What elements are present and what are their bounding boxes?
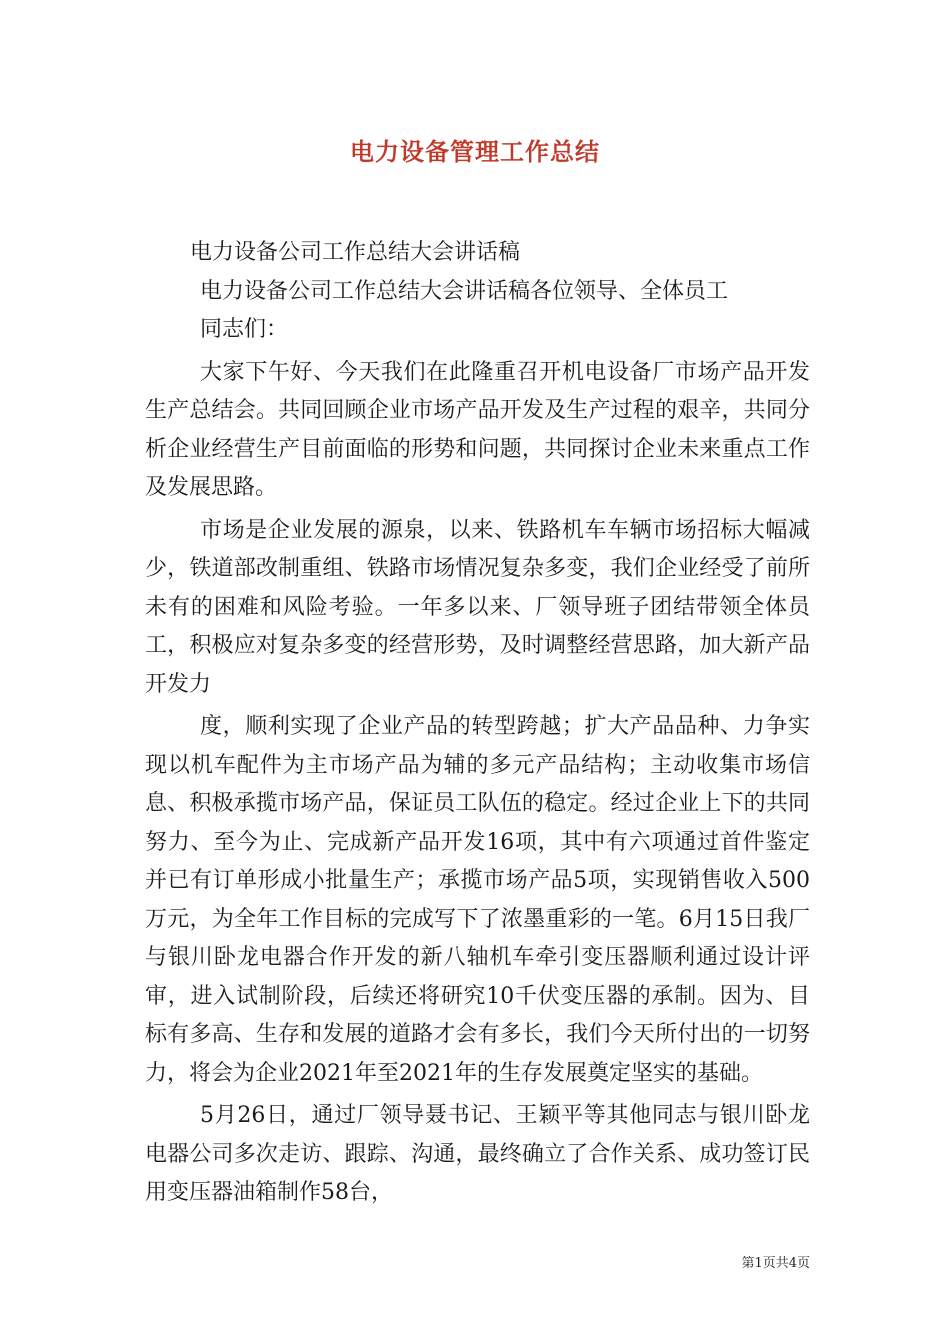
salutation-line: 电力设备公司工作总结大会讲话稿各位领导、全体员工 (200, 278, 729, 304)
document-title: 电力设备管理工作总结 (350, 137, 600, 166)
paragraph: 5月26日，通过厂领导聂书记、王颖平等其他同志与银川卧龙电器公司多次走访、跟踪、沟通，最终确立了合作关系、成功签订民用变压器油箱制作58台， (145, 1103, 810, 1205)
paragraph: 度，顺利实现了企业产品的转型跨越；扩大产品品种、力争实现以机车配件为主市场产品为辅的多元产品结构；主动收集市场信息、积极承揽市场产品，保证员工队伍的稳定。经过企业上下的共同努力、至今为止、完成新产品开发16项，其中有六项通过首件鉴定并已有订单形成小批量生产；承揽市场产品5项，实现销售收入500万元，为全年工作目标的完成写下了浓墨重彩的一笔。6月15日我厂与银川卧龙电器合作开发的新八轴机车牵引变压器顺利通过设计评审，进入试制阶段，后续还将研究10千伏变压器的承制。因为、目标有多高、生存和发展的道路才会有多长，我们今天所付出的一切努力，将会为企业2021年至2021年的生存发展奠定坚实的基础。 (145, 714, 810, 1086)
paragraph: 大家下午好、今天我们在此隆重召开机电设备厂市场产品开发生产总结会。共同回顾企业市场产品开发及生产过程的艰辛，共同分析企业经营生产目前面临的形势和问题，共同探讨企业未来重点工作及发展思路。 (145, 359, 810, 500)
document-subtitle: 电力设备公司工作总结大会讲话稿 (190, 240, 521, 265)
greeting: 同志们： (200, 317, 289, 342)
page-number-footer: 第1页共4页 (741, 1256, 810, 1271)
document-body (145, 234, 810, 1213)
paragraph: 市场是企业发展的源泉，以来、铁路机车车辆市场招标大幅减少，铁道部改制重组、铁路市场情况复杂多变，我们企业经受了前所未有的困难和风险考验。一年多以来、厂领导班子团结带领全体员工，积极应对复杂多变的经营形势，及时调整经营思路，加大新产品开发力 (145, 517, 810, 697)
